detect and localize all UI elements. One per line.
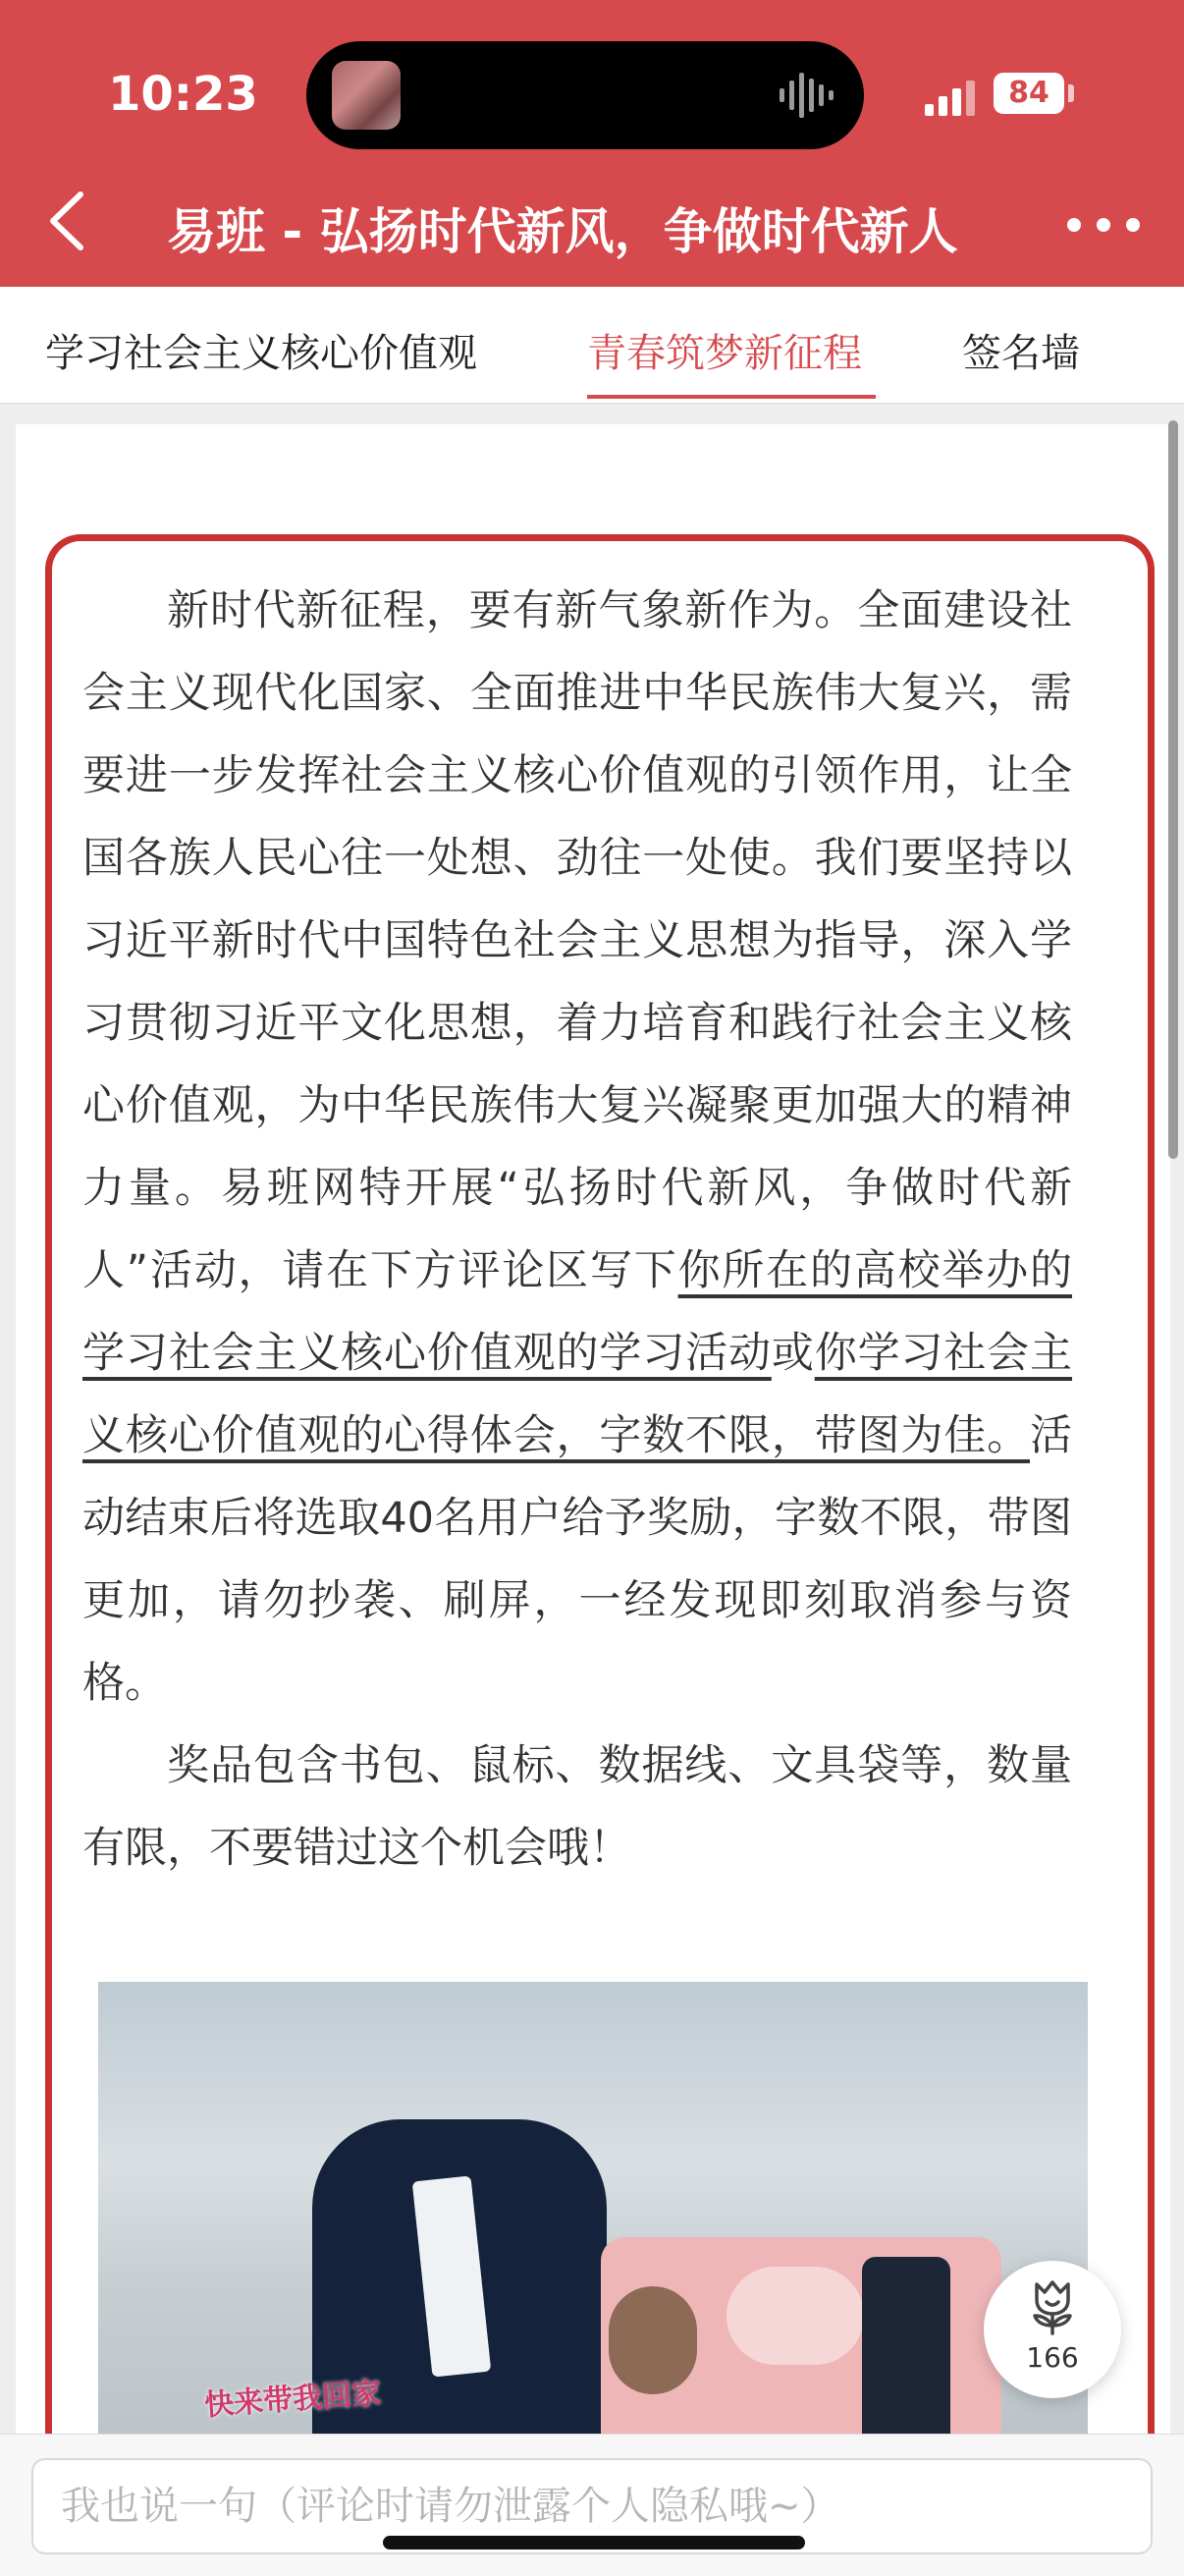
article-paragraph [82, 570, 1072, 1725]
like-badge[interactable] [984, 2261, 1121, 2398]
tab-core-values[interactable]: 学习社会主义核心价值观 [45, 331, 477, 376]
cloud-plush-image [727, 2267, 864, 2365]
page-title: 易班 - 弘扬时代新风，争做时代新人 [167, 203, 958, 260]
audio-wave-icon [778, 71, 836, 120]
scrollbar[interactable] [1168, 420, 1178, 1159]
home-indicator[interactable] [383, 2536, 805, 2549]
article-body [82, 570, 1072, 1890]
battery-tip [1068, 84, 1074, 102]
active-tab-indicator [587, 395, 876, 399]
article-text: 新时代新征程，要有新气象新作为。全面建设社会主义现代化国家、全面推进中华民族伟大复兴，需要进一步发挥社会主义核心价值观的引领作用，让全国各族人民心往一处想、劲往一处使。我们要坚持以习近平新时代中国特色社会主义思想为指导，深入学习贯彻习近平文化思想，着力培育和践行社会主义核心价值观，为中华民族伟大复兴凝聚更加强大的精神力量。易班网特开展“弘扬时代新风，争做时代新人”活动，请在下方评论区写下 [82, 586, 1072, 1295]
app-header [0, 0, 1184, 287]
prize-photo[interactable] [98, 1982, 1088, 2438]
tab-youth-dream[interactable]: 青春筑梦新征程 [587, 331, 862, 376]
flower-like-icon [1025, 2278, 1080, 2337]
cable-pack-image [862, 2257, 950, 2438]
back-arrow-icon[interactable] [39, 187, 98, 255]
article-paragraph: 奖品包含书包、鼠标、数据线、文具袋等，数量有限，不要错过这个机会哦！ [82, 1741, 1072, 1873]
penguin-plush-image [609, 2286, 697, 2394]
island-thumbnail-icon [332, 61, 401, 130]
like-count: 166 [1026, 2341, 1079, 2374]
article-text: 活动结束后将选取40名用户给予奖励，字数不限，带图更加，请勿抄袭、刷屏，一经发现即刻取消参与资格。 [82, 1411, 1072, 1708]
article-text: 或 [771, 1329, 815, 1378]
comment-bar [0, 2434, 1184, 2576]
photo-sticker-text: 快来带我回家 [203, 2376, 383, 2424]
signal-icon [925, 79, 984, 118]
article-underlined-text: 你所在的高校举办的学习社会主义核心价值观的学习活动 [82, 1246, 1073, 1378]
more-icon[interactable] [1060, 200, 1158, 249]
tab-bar [0, 287, 1184, 405]
comment-input[interactable]: 我也说一句（评论时请勿泄露个人隐私哦~） [31, 2458, 1153, 2554]
status-time: 10:23 [108, 67, 258, 122]
tab-signature-wall[interactable]: 签名墙 [962, 331, 1080, 376]
article-container[interactable] [16, 424, 1170, 2438]
battery-icon: 84 [994, 73, 1064, 114]
dynamic-island[interactable] [306, 41, 864, 149]
article-underlined-text: 你学习社会主义核心价值观的心得体会，字数不限，带图为佳。 [82, 1329, 1073, 1460]
